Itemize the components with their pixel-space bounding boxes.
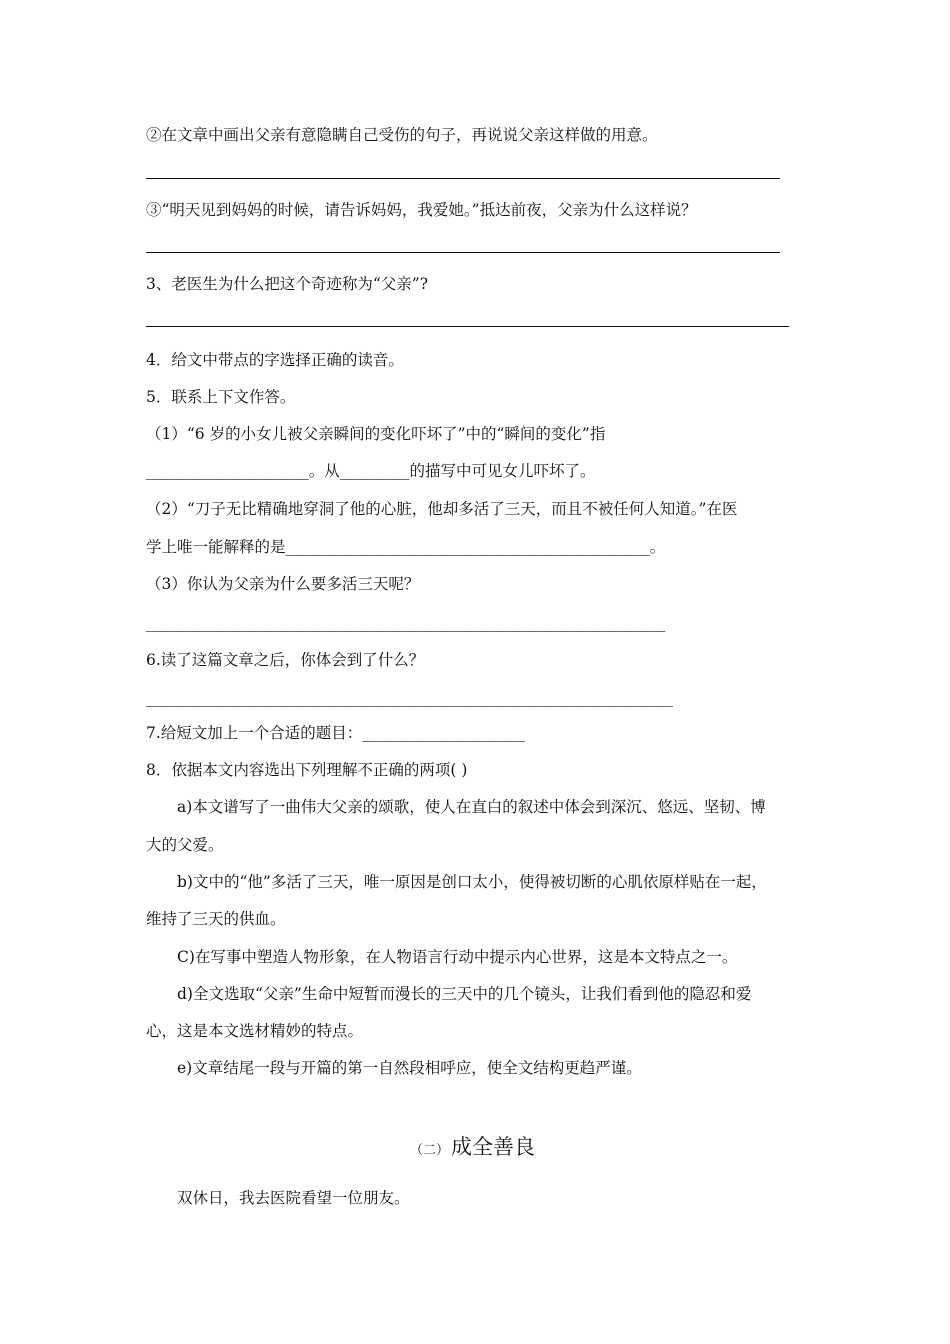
- question-5-2: （2）“刀子无比精确地穿洞了他的心脏，他却多活了三天，而且不被任何人知道。”在医: [146, 500, 738, 518]
- option-d: d)全文选取“父亲”生命中短暂而漫长的三天中的几个镜头，让我们看到他的隐忍和爱: [177, 985, 752, 1003]
- section-title: 成全善良: [451, 1135, 536, 1159]
- option-c: C)在写事中塑造人物形象，在人物语言行动中提示内心世界，这是本文特点之一。: [177, 948, 738, 966]
- option-b-cont: 维持了三天的供血。: [146, 910, 286, 928]
- answer-line-2-2: [146, 178, 780, 179]
- option-d-cont: 心，这是本文选材精妙的特点。: [146, 1022, 364, 1040]
- question-7: 7.给短文加上一个合适的题目：_____________________: [146, 724, 526, 742]
- question-5-1: （1）“6 岁的小女儿被父亲瞬间的变化吓坏了”中的“瞬间的变化”指: [146, 425, 606, 443]
- question-2-3: ③“明天见到妈妈的时候，请告诉妈妈，我爱她。”抵达前夜，父亲为什么这样说？: [146, 201, 697, 219]
- answer-line-2-3: [146, 252, 780, 253]
- question-6: 6.读了这篇文章之后，你体会到了什么？: [146, 651, 425, 669]
- question-3: 3、老医生为什么把这个奇迹称为“父亲”?: [146, 275, 429, 293]
- answer-line-3: [146, 326, 789, 327]
- question-5-2-blank: 学上唯一能解释的是_______________________________________________。: [146, 538, 666, 556]
- option-b: b)文中的“他”多活了三天，唯一原因是创口太小，使得被切断的心肌依原样贴在一起，: [177, 873, 767, 891]
- answer-line-5-3: ___________________________________________________________________: [146, 614, 666, 632]
- option-a: a)本文谱写了一曲伟大父亲的颂歌，使人在直白的叙述中体会到深沉、悠远、坚韧、博: [177, 798, 766, 816]
- question-5-1-blank: _____________________。从_________的描写中可见女儿吓坏了。: [146, 462, 596, 480]
- section-first-line: 双休日，我去医院看望一位朋友。: [177, 1189, 410, 1207]
- option-a-cont: 大的父爱。: [146, 836, 224, 854]
- answer-line-6: ____________________________________________________________________: [146, 689, 673, 707]
- question-8: 8．依据本文内容选出下列理解不正确的两项( ): [146, 761, 468, 779]
- question-5-3: （3）你认为父亲为什么要多活三天呢？: [146, 575, 420, 593]
- question-4: 4．给文中带点的字选择正确的读音。: [146, 351, 404, 369]
- question-2-2: ②在文章中画出父亲有意隐瞒自己受伤的句子，再说说父亲这样做的用意。: [146, 126, 658, 144]
- section-heading: [410, 1131, 535, 1161]
- question-5: 5．联系上下文作答。: [146, 388, 296, 406]
- option-e: e)文章结尾一段与开篇的第一自然段相呼应，使全文结构更趋严谨。: [177, 1059, 642, 1077]
- section-number: （二）: [410, 1143, 450, 1158]
